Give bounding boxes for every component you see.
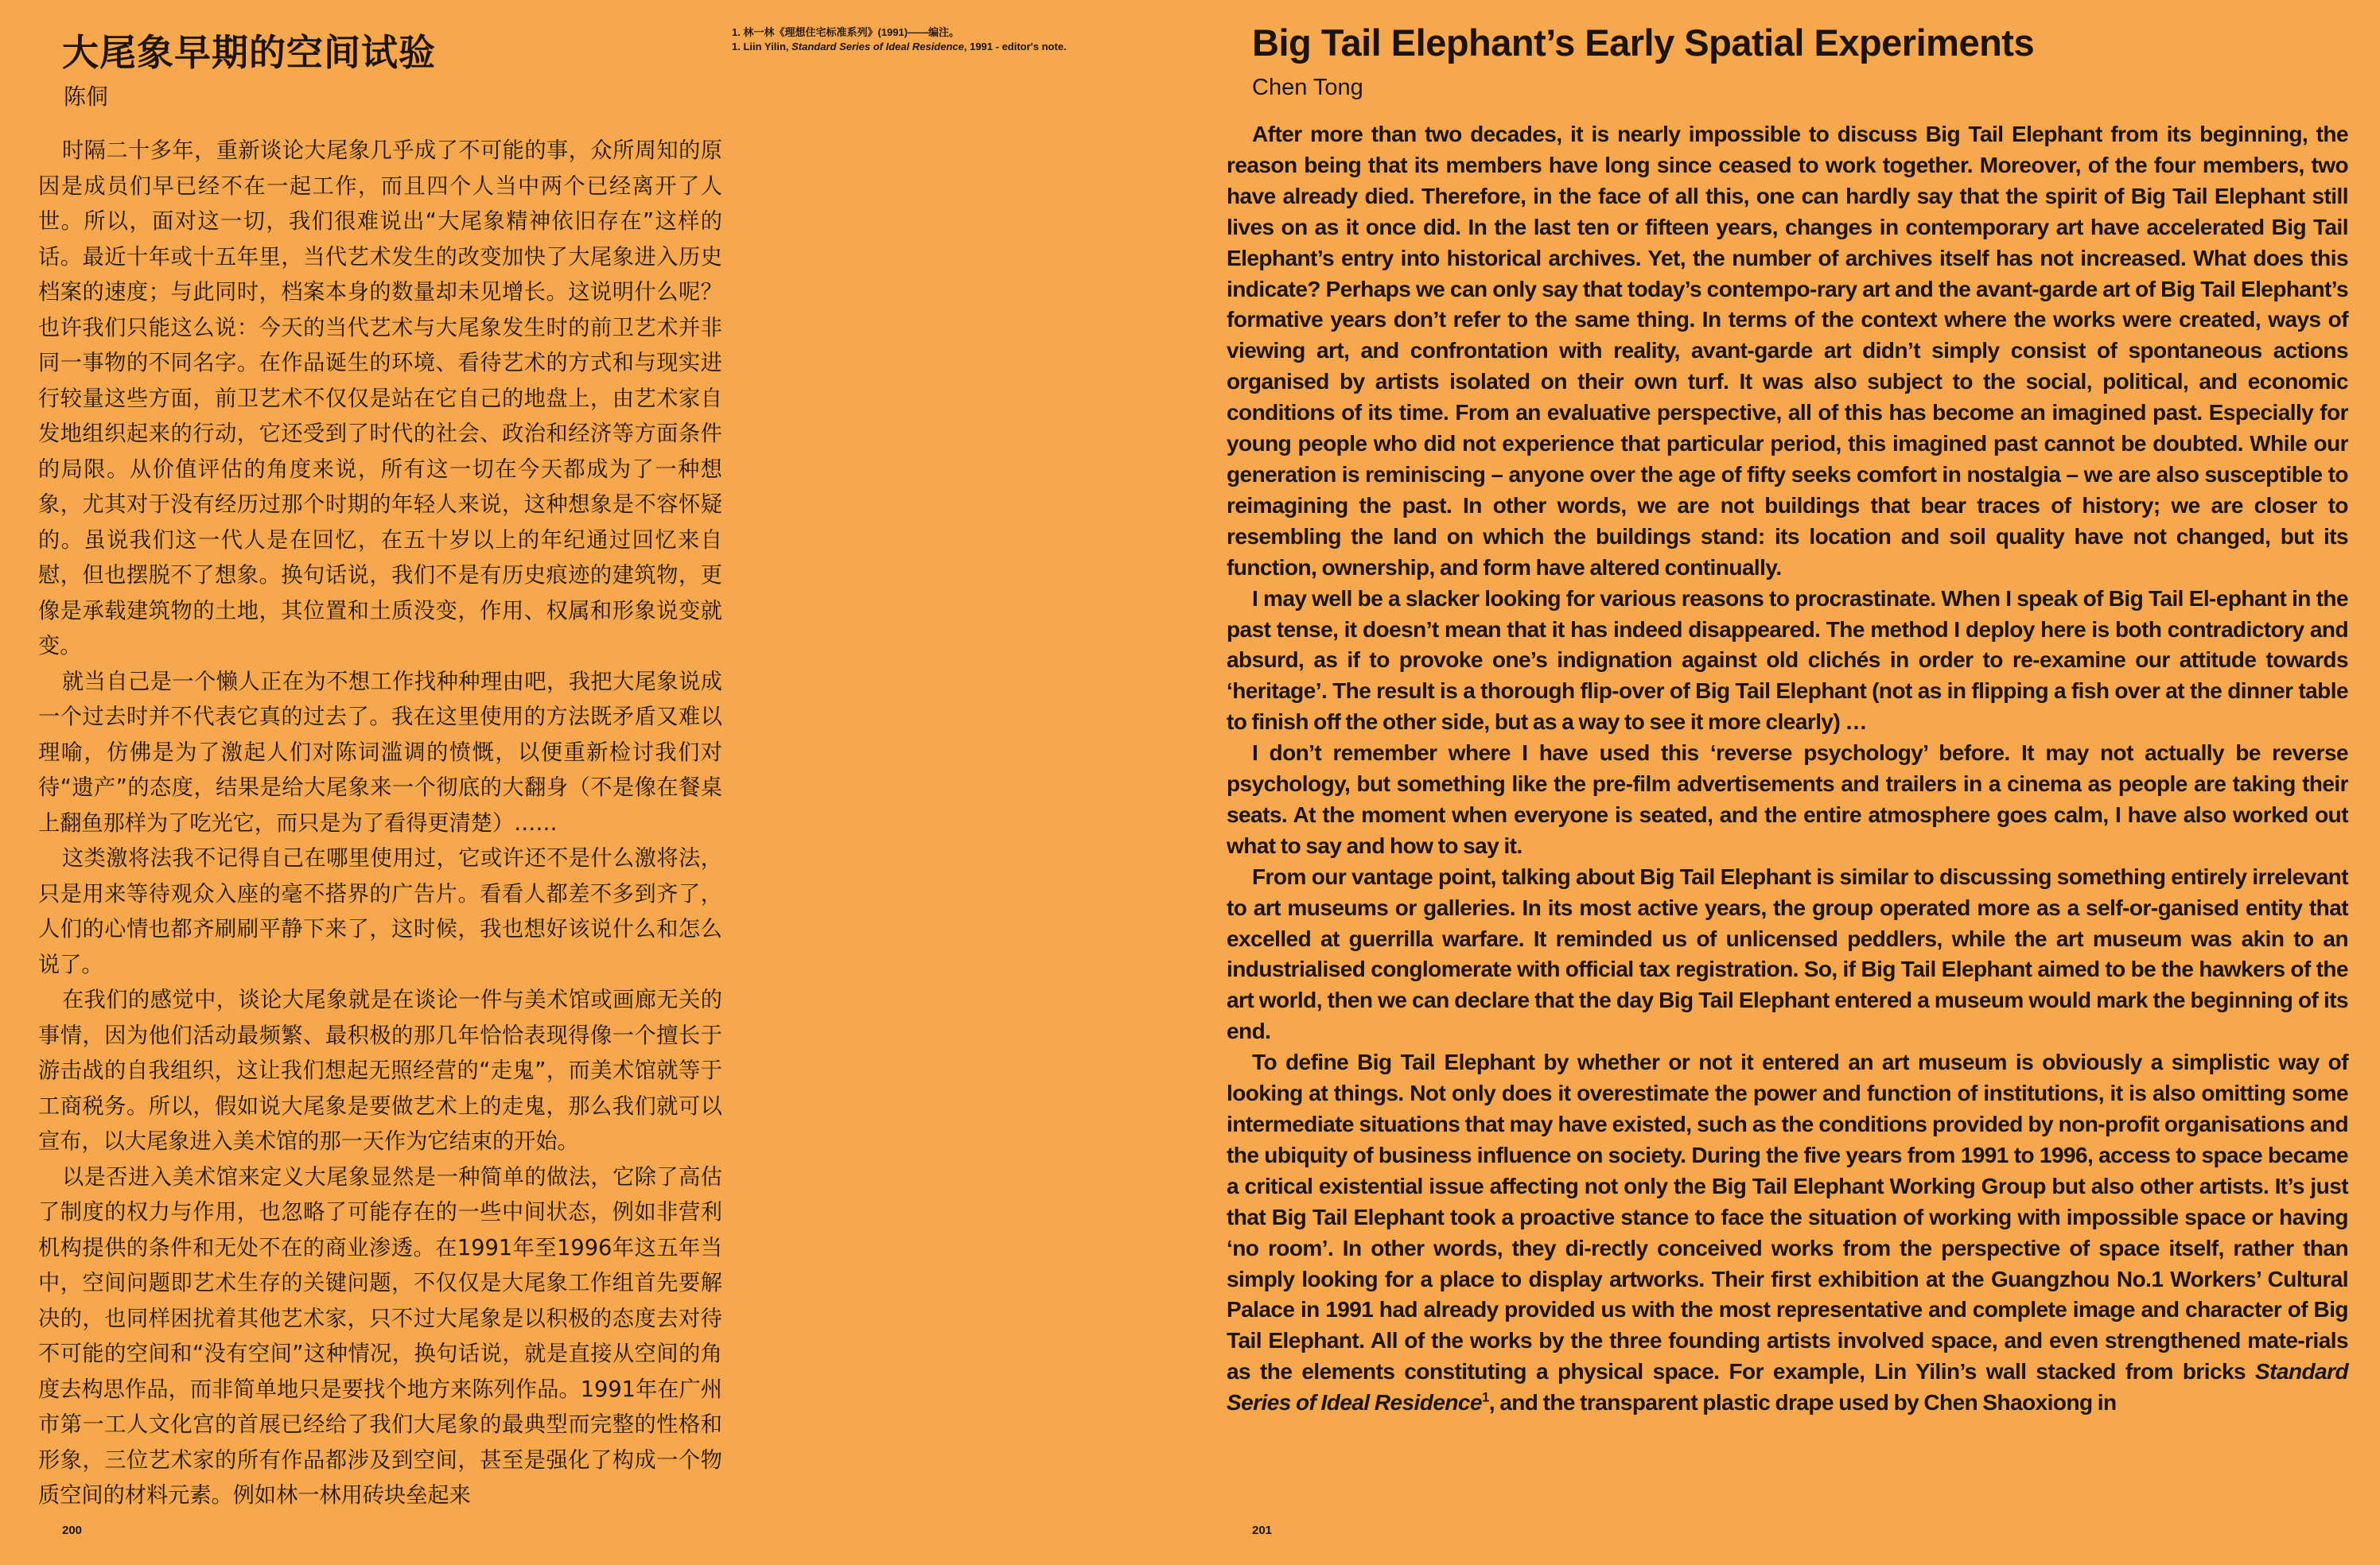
right-page [1190, 0, 2380, 1565]
footnotes [732, 25, 1177, 54]
footnote-en-work-title: Standard Series of Ideal Residence [791, 41, 964, 52]
paragraph-zh: 时隔二十多年，重新谈论大尾象几乎成了不可能的事，众所周知的原因是成员们早已经不在一起工作，而且四个人当中两个已经离开了人世。所以，面对这一切，我们很难说出“大尾象精神依旧存在”这样的话。最近十年或十五年里，当代艺术发生的改变加快了大尾象进入历史档案的速度；与此同时，档案本身的数量却未见增长。这说明什么呢？也许我们只能这么说：今天的当代艺术与大尾象发生时的前卫艺术并非同一事物的不同名字。在作品诞生的环境、看待艺术的方式和与现实进行较量这些方面，前卫艺术不仅仅是站在它自己的地盘上，由艺术家自发地组织起来的行动，它还受到了时代的社会、政治和经济等方面条件的局限。从价值评估的角度来说，所有这一切在今天都成为了一种想象，尤其对于没有经历过那个时期的年轻人来说，这种想象是不容怀疑的。虽说我们这一代人是在回忆，在五十岁以上的年纪通过回忆来自慰，但也摆脱不了想象。换句话说，我们不是有历史痕迹的建筑物，更像是承载建筑物的土地，其位置和土质没变，作用、权属和形象说变就变。 [38, 138, 722, 658]
paragraph-zh: 这类激将法我不记得自己在哪里使用过，它或许还不是什么激将法，只是用来等待观众入座的毫不搭界的广告片。看看人都差不多到齐了，人们的心情也都齐刷刷平静下来了，这时候，我也想好该说什么和怎么说了。 [38, 846, 722, 977]
paragraph-en: After more than two decades, it is nearly impossible to discuss Big Tail Elephant from its beginning, the reason being that its members have long since ceased to work together. Moreover, of the four members, two have already died. Therefore, in the face of all this, one can hardly say that the spirit of Big Tail Elephant still lives on as it once did. In the last ten or fifteen years, changes in contemporary art have accelerated Big Tail Elephant’s entry into historical archives. Yet, the number of archives itself has not increased. What does this indicate? Perhaps we can only say that today’s contempo-rary art and the avant-garde art of Big Tail Elephant’s formative years don’t refer to the same thing. In terms of the context where the works were created, ways of viewing art, and confrontation with reality, avant-garde art didn’t simply consist of spontaneous actions organised by artists isolated on their own turf. It was also subject to the social, political, and economic conditions of its time. From an evaluative perspective, all of this has become an imagined past. Especially for young people who did not experience that particular period, this imagined past cannot be doubted. While our generation is reminiscing – anyone over the age of fifty seeks comfort in nostalgia – we are also susceptible to reimagining the past. In other words, we are not buildings that bear traces of history; we are closer to resembling the land on which the buildings stand: its location and soil quality have not changed, but its function, ownership, and form have altered continually. [1227, 122, 2348, 580]
page-title-en: Big Tail Elephant’s Early Spatial Experiments [1252, 21, 2035, 64]
footnote-en-prefix: 1. Liin Yilin, [732, 41, 792, 52]
footnote-en [732, 40, 1177, 54]
paragraph-zh: 以是否进入美术馆来定义大尾象显然是一种简单的做法，它除了高估了制度的权力与作用，也忽略了可能存在的一些中间状态，例如非营利机构提供的条件和无处不在的商业渗透。在1991年至1996年这五年当中，空间问题即艺术生存的关键问题，不仅仅是大尾象工作组首先要解决的，也同样困扰着其他艺术家，只不过大尾象是以积极的态度去对待不可能的空间和“没有空间”这种情况，换句话说，就是直接从空间的角度去构思作品，而非简单地只是要找个地方来陈列作品。1991年在广州市第一工人文化宫的首展已经给了我们大尾象的最典型而完整的性格和形象，三位艺术家的所有作品都涉及到空间，甚至是强化了构成一个物质空间的材料元素。例如林一林用砖块垒起来 [38, 1164, 722, 1508]
author-zh: 陈侗 [64, 83, 109, 110]
paragraph-en-last [1227, 1047, 2348, 1419]
page-number-left: 200 [62, 1524, 83, 1537]
paragraph-zh: 在我们的感觉中，谈论大尾象就是在谈论一件与美术馆或画廊无关的事情，因为他们活动最频繁、最积极的那几年恰恰表现得像一个擅长于游击战的自我组织，这让我们想起无照经营的“走鬼”，而美术馆就等于工商税务。所以，假如说大尾象是要做艺术上的走鬼，那么我们就可以宣布，以大尾象进入美术馆的那一天作为它结束的开始。 [38, 988, 722, 1154]
work-title-italic: Standard Series of Ideal Residence [1227, 1359, 2348, 1415]
paragraph-en: I don’t remember where I have used this ‘reverse psychology’ before. It may not actually be reverse psychology, but something like the pre-film advertisements and trailers in a cinema as people are taking their seats. At the moment when everyone is seated, and the entire atmosphere goes calm, I have also worked out what to say and how to say it. [1227, 740, 2348, 858]
page-number-right: 201 [1252, 1524, 1273, 1537]
footnote-zh: 1. 林一林《理想住宅标准系列》(1991)——编注。 [732, 26, 960, 38]
paragraph-en: I may well be a slacker looking for various reasons to procrastinate. When I speak of Big Tail El-ephant in the past tense, it doesn’t mean that it has indeed disappeared. The method I deploy here is both contradictory and absurd, as if to provoke one’s indignation against old clichés in order to re-examine our attitude towards ‘heritage’. The result is a thorough flip-over of Big Tail Elephant (not as in flipping a fish over at the dinner table to finish off the other side, but as a way to see it more clearly) … [1227, 585, 2348, 735]
paragraph-zh: 就当自己是一个懒人正在为不想工作找种种理由吧，我把大尾象说成一个过去时并不代表它真的过去了。我在这里使用的方法既矛盾又难以理喻，仿佛是为了激起人们对陈词滥调的愤慨，以便重新检讨我们对待“遗产”的态度，结果是给大尾象来一个彻底的大翻身（不是像在餐桌上翻鱼那样为了吃光它，而只是为了看得更清楚）…… [38, 669, 722, 836]
paragraph-en: From our vantage point, talking about Big Tail Elephant is similar to discussing something entirely irrelevant to art museums or galleries. In its most active years, the group operated more as a self-or-ganised entity that excelled at guerrilla warfare. It reminded us of unlicensed peddlers, while the art museum was akin to an industrialised conglomerate with official tax registration. So, if Big Tail Elephant aimed to be the hawkers of the art world, then we can declare that the day Big Tail Elephant entered a museum would mark the beginning of its end. [1227, 864, 2348, 1044]
body-text-zh [38, 134, 722, 1514]
paragraph-en-last-tail: , and the transparent plastic drape used by Chen Shaoxiong in [1488, 1390, 2117, 1415]
footnote-marker: 1 [1481, 1389, 1489, 1405]
footnote-en-suffix: , 1991 - editor's note. [963, 41, 1067, 52]
page-title-zh: 大尾象早期的空间试验 [62, 31, 436, 74]
body-text-en [1227, 119, 2348, 1419]
author-en: Chen Tong [1252, 75, 1363, 100]
paragraph-en-last-text: To define Big Tail Elephant by whether or not it entered an art museum is obviously a simplistic way of looking at things. Not only does it overestimate the power and function of institutions, it is also omitting some intermediate situations that may have existed, such as the conditions provided by non-profit organisations and the ubiquity of business influence on society. During the five years from 1991 to 1996, access to space became a critical existential issue affecting not only the Big Tail Elephant Working Group but also other artists. It’s just that Big Tail Elephant took a proactive stance to face the situation of working with impossible space or having ‘no room’. In other words, they di-rectly conceived works from the perspective of space itself, rather than simply looking for a place to display artworks. Their first exhibition at the Guangzhou No.1 Workers’ Cultural Palace in 1991 had already provided us with the most representative and complete image and character of Big Tail Elephant. All of the works by the three founding artists involved space, and even strengthened mate-rials as the elements constituting a physical space. For example, Lin Yilin’s wall stacked from bricks [1227, 1050, 2348, 1384]
